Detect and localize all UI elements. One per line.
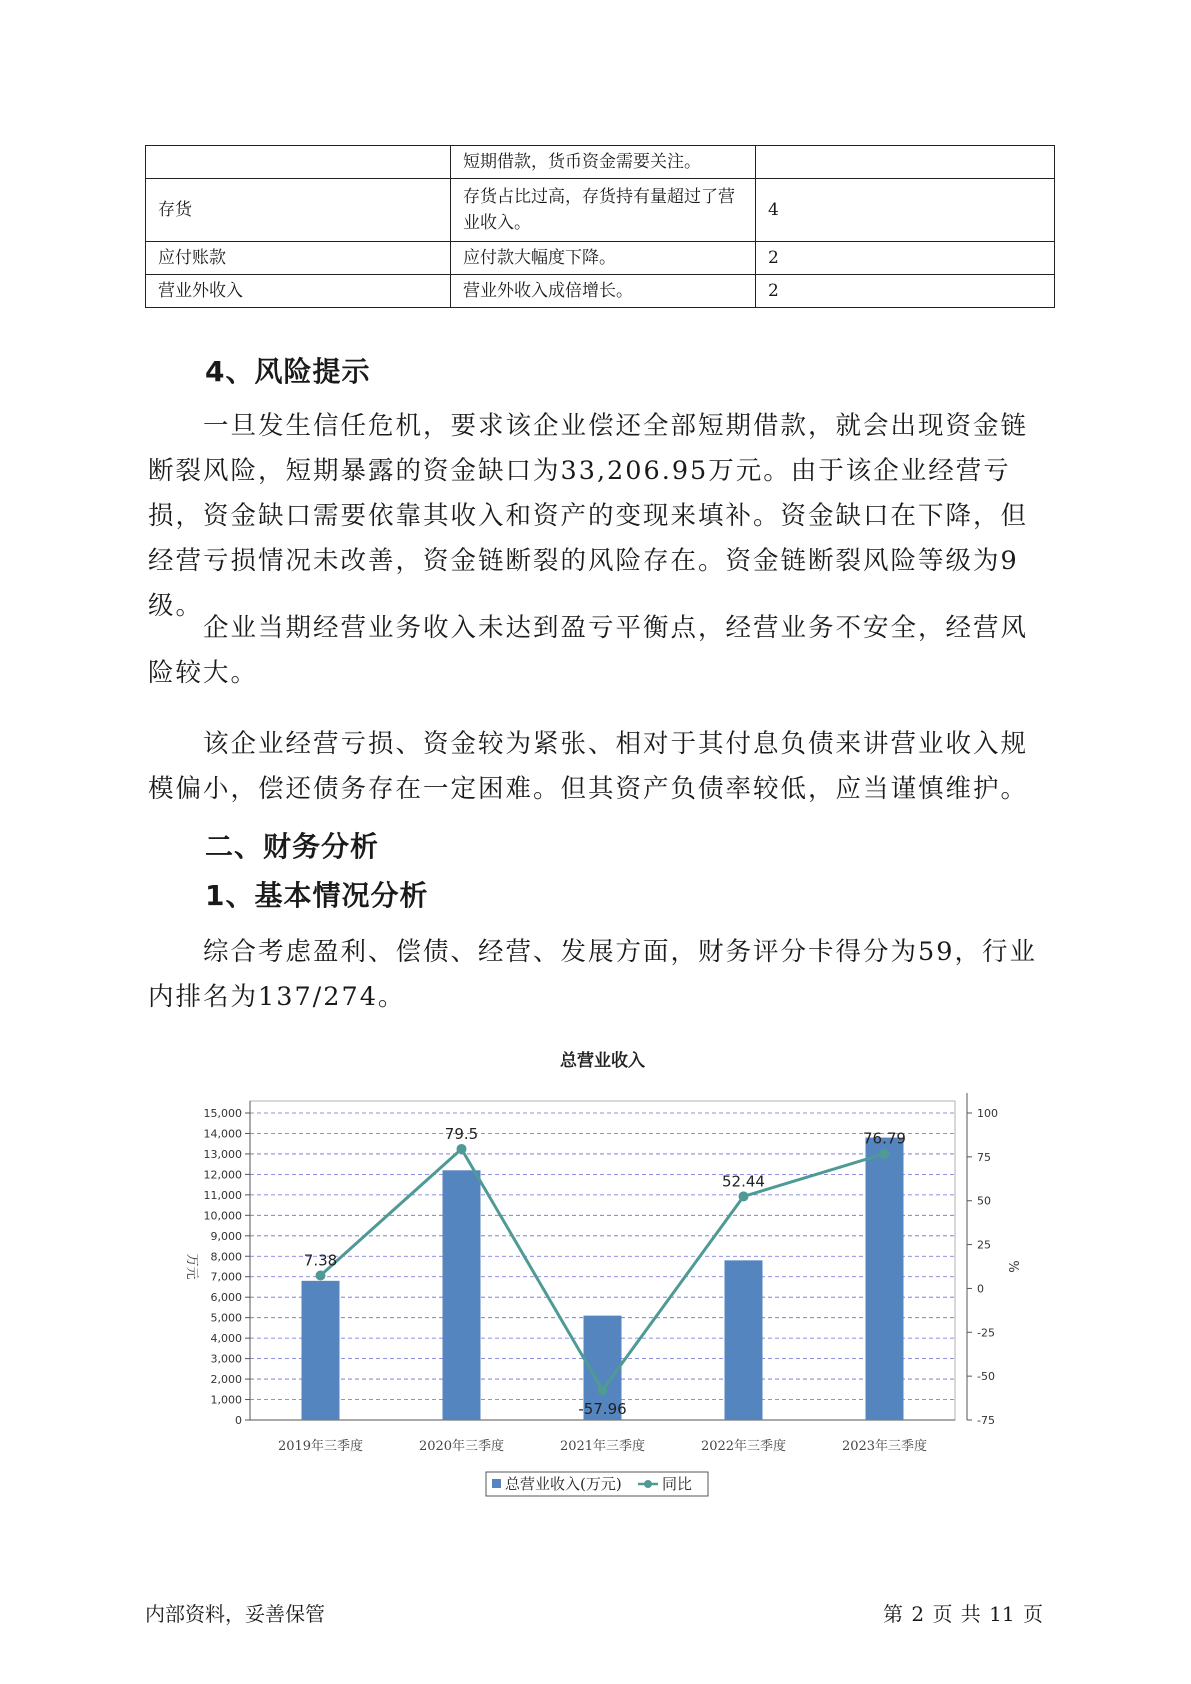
y2-tick-label: 100	[977, 1107, 998, 1120]
table-row	[146, 179, 1055, 242]
revenue-bar	[302, 1281, 340, 1420]
y-tick-label: 6,000	[210, 1291, 242, 1305]
yoy-data-label: 79.5	[444, 1124, 479, 1143]
y2-tick-label: 25	[977, 1238, 991, 1252]
table-row	[146, 242, 1055, 275]
table-cell-desc: 应付款大幅度下降。	[451, 242, 756, 275]
risk-table	[145, 145, 1055, 308]
footer-confidential-note: 内部资料，妥善保管	[145, 1602, 325, 1626]
y2-axis-label: %	[1005, 1260, 1020, 1273]
x-tick-label: 2023年三季度	[841, 1439, 928, 1454]
table-cell-item: 营业外收入	[146, 275, 451, 308]
legend-bar-swatch	[492, 1479, 501, 1488]
y-tick-label: 2,000	[210, 1373, 242, 1387]
revenue-chart-svg	[180, 1048, 1040, 1518]
table-cell-score: 4	[756, 179, 1055, 242]
yoy-data-label: 76.79	[863, 1129, 906, 1148]
y-tick-label: 0	[235, 1414, 242, 1427]
revenue-chart	[180, 1048, 1040, 1518]
yoy-data-label: 7.38	[303, 1251, 338, 1270]
revenue-bar	[443, 1170, 481, 1420]
yoy-point	[880, 1149, 890, 1159]
x-tick-label: 2022年三季度	[700, 1439, 787, 1454]
yoy-point	[457, 1144, 467, 1154]
y-tick-label: 13,000	[203, 1147, 242, 1161]
risk-paragraph-3: 该企业经营亏损、资金较为紧张、相对于其付息负债来讲营业收入规模偏小，偿还债务存在一定困难。但其资产负债率较低，应当谨慎维护。	[148, 729, 1029, 804]
yoy-point	[739, 1191, 749, 1201]
legend-line-marker	[644, 1480, 652, 1488]
table-cell-item	[146, 146, 451, 179]
y-axis-label: 万元	[184, 1253, 199, 1280]
footer-page-number: 第 2 页 共 11 页	[883, 1602, 1043, 1626]
revenue-bar	[866, 1138, 904, 1420]
table-row	[146, 146, 1055, 179]
chart-title: 总营业收入	[560, 1051, 645, 1071]
yoy-data-label: 52.44	[722, 1172, 765, 1191]
x-tick-label: 2020年三季度	[418, 1439, 505, 1454]
risk-paragraph-2: 企业当期经营业务收入未达到盈亏平衡点，经营业务不安全，经营风险较大。	[148, 613, 1029, 688]
y-tick-label: 4,000	[210, 1332, 242, 1346]
table-cell-item: 应付账款	[146, 242, 451, 275]
y-tick-label: 8,000	[210, 1250, 242, 1264]
table-cell-score	[756, 146, 1055, 179]
y-tick-label: 10,000	[203, 1209, 242, 1223]
legend-line-label: 同比	[662, 1475, 693, 1493]
yoy-point	[598, 1385, 608, 1395]
table-cell-item: 存货	[146, 179, 451, 242]
y-tick-label: 3,000	[210, 1352, 242, 1366]
table-cell-desc: 营业外收入成倍增长。	[451, 275, 756, 308]
table-cell-desc: 存货占比过高，存货持有量超过了营业收入。	[451, 179, 756, 242]
y-tick-label: 11,000	[203, 1188, 242, 1202]
revenue-bar	[725, 1260, 763, 1420]
risk-paragraph-1: 一旦发生信任危机，要求该企业偿还全部短期借款，就会出现资金链断裂风险，短期暴露的资金缺口为33,206.95万元。由于该企业经营亏损，资金缺口需要依靠其收入和资产的变现来填补。资金缺口在下降，但经营亏损情况未改善，资金链断裂的风险存在。资金链断裂风险等级为9级。	[148, 411, 1029, 621]
x-tick-label: 2019年三季度	[277, 1439, 364, 1454]
basic-analysis-subheading: 1、基本情况分析	[205, 879, 429, 912]
y-tick-label: 12,000	[203, 1168, 242, 1182]
y2-tick-label: 0	[977, 1282, 984, 1296]
y-tick-label: 15,000	[203, 1107, 242, 1120]
x-tick-label: 2021年三季度	[559, 1439, 646, 1454]
y-tick-label: 9,000	[210, 1229, 242, 1243]
finance-heading: 二、财务分析	[205, 830, 380, 863]
table-row	[146, 275, 1055, 308]
y2-tick-label: -25	[977, 1326, 995, 1340]
yoy-point	[316, 1270, 326, 1280]
y-tick-label: 5,000	[210, 1311, 242, 1325]
y-tick-label: 7,000	[210, 1270, 242, 1284]
table-cell-score: 2	[756, 275, 1055, 308]
yoy-data-label: -57.96	[578, 1400, 627, 1419]
y2-tick-label: 75	[977, 1150, 991, 1164]
table-cell-score: 2	[756, 242, 1055, 275]
y-tick-label: 1,000	[210, 1393, 242, 1407]
table-cell-desc: 短期借款，货币资金需要关注。	[451, 146, 756, 179]
y2-tick-label: 50	[977, 1194, 991, 1208]
y2-tick-label: -50	[977, 1370, 995, 1384]
risk-heading: 4、风险提示	[205, 355, 371, 388]
finance-paragraph: 综合考虑盈利、偿债、经营、发展方面，财务评分卡得分为59，行业内排名为137/274。	[148, 937, 1037, 1012]
legend-bar-label: 总营业收入(万元)	[505, 1475, 622, 1493]
y-tick-label: 14,000	[203, 1127, 242, 1141]
y2-tick-label: -75	[977, 1414, 995, 1427]
